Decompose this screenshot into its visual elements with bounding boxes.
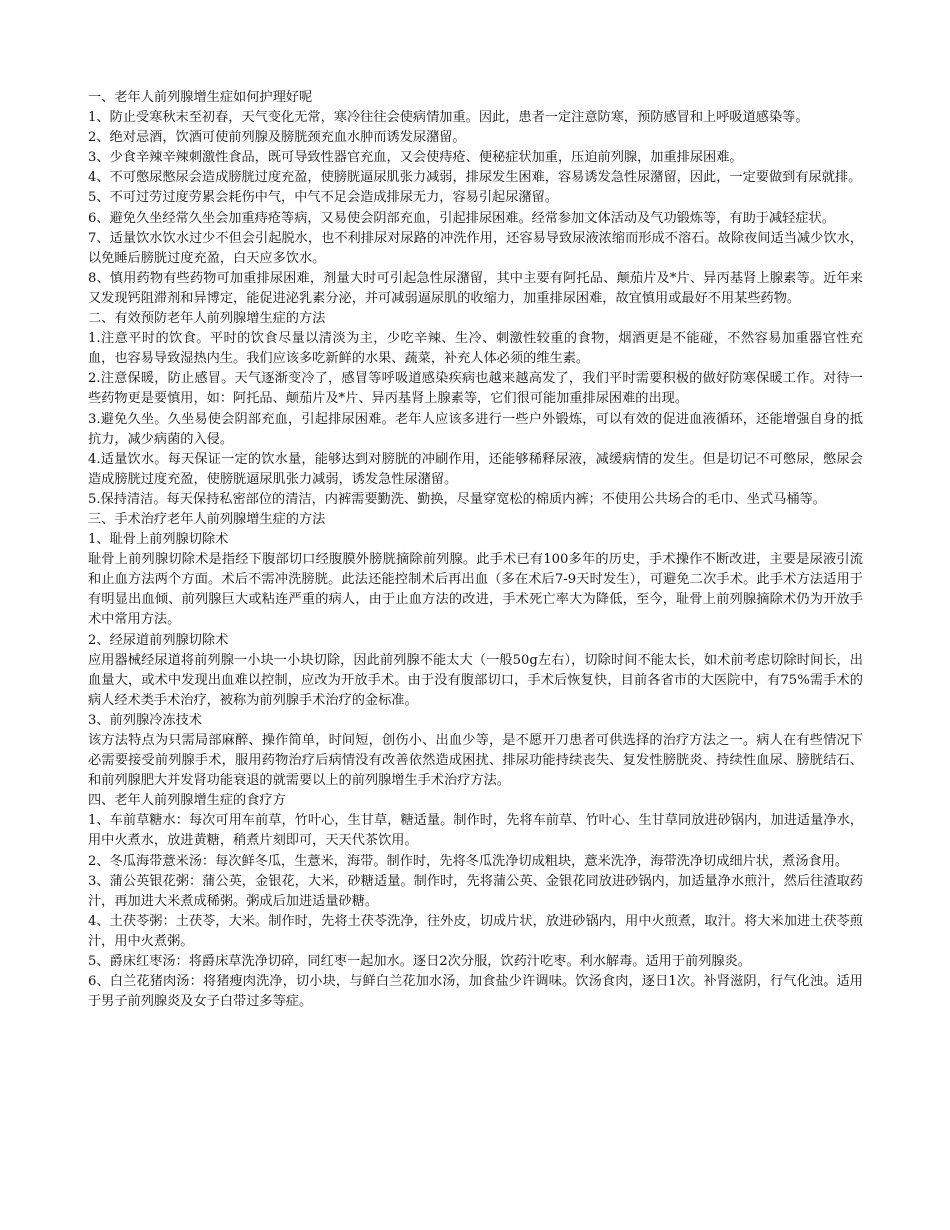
document-body bbox=[88, 88, 863, 1012]
surgery-subheading-3: 3、前列腺冷冻技术 bbox=[88, 712, 202, 728]
prevention-item-3: 3.避免久坐。久坐易使会阴部充血，引起排尿困难。老年人应该多进行一些户外锻炼，可以有效的促进血液循环，还能增强自身的抵抗力，减少病菌的入侵。 bbox=[88, 411, 863, 447]
surgery-paragraph-2: 应用器械经尿道将前列腺一小块一小块切除，因此前列腺不能太大（一般50g左右），切除时间不能太长，如术前考虑切除时间长，出血量大，或术中发现出血难以控制，应改为开放手术。由于没有腹部切口，手术后恢复快，目前各省市的大医院中，有75%需手术的病人经术类手术治疗，被称为前列腺手术治疗的金标准。 bbox=[88, 652, 863, 708]
diet-item-5: 5、爵床红枣汤：将爵床草洗净切碎，同红枣一起加水。逐日2次分服，饮药汁吃枣。利水解毒。适用于前列腺炎。 bbox=[88, 954, 751, 970]
surgery-paragraph-3: 该方法特点为只需局部麻醉、操作简单，时间短，创伤小、出血少等，是不愿开刀患者可供选择的治疗方法之一。病人在有些情况下必需要接受前列腺手术，服用药物治疗后病情没有改善依然造成困扰、排尿功能持续丧失、复发性膀胱炎、持续性血尿、膀胱结石、和前列腺肥大并发肾功能衰退的就需要以上的前列腺增生手术治疗方法。 bbox=[88, 733, 863, 789]
prevention-item-4: 4.适量饮水。每天保证一定的饮水量，能够达到对膀胱的冲刷作用，还能够稀释尿液，减缓病情的发生。但是切记不可憋尿，憋尿会造成膀胱过度充盈，使膀胱逼尿肌张力减弱，诱发急性尿潴留。 bbox=[88, 451, 863, 487]
care-item-2: 2、绝对忌酒，饮酒可使前列腺及膀胱颈充血水肿而诱发尿潴留。 bbox=[88, 130, 466, 146]
care-item-5: 5、不可过劳过度劳累会耗伤中气，中气不足会造成排尿无力，容易引起尿潴留。 bbox=[88, 190, 558, 206]
section-heading-prevention: 二、有效预防老年人前列腺增生症的方法 bbox=[88, 311, 326, 327]
care-item-1: 1、防止受寒秋末至初春，天气变化无常，寒冷往往会使病情加重。因此，患者一定注意防寒，预防感冒和上呼吸道感染等。 bbox=[88, 110, 809, 126]
care-item-3: 3、少食辛辣辛辣刺激性食品，既可导致性器官充血，又会使痔疮、便秘症状加重，压迫前列腺，加重排尿困难。 bbox=[88, 150, 743, 166]
diet-item-1: 1、车前草糖水：每次可用车前草，竹叶心，生甘草，糖适量。制作时，先将车前草、竹叶心、生甘草同放进砂锅内，加进适量净水，用中火煮水，放进黄糖，稍煮片刻即可，天天代茶饮用。 bbox=[88, 813, 863, 849]
surgery-subheading-1: 1、耻骨上前列腺切除术 bbox=[88, 532, 229, 548]
care-item-8: 8、慎用药物有些药物可加重排尿困难，剂量大时可引起急性尿潴留，其中主要有阿托品、颠茄片及*片、异丙基肾上腺素等。近年来又发现钙阻滞剂和异博定，能促进泌乳素分泌，并可减弱逼尿肌的收缩力，加重排尿困难，故宜慎用或最好不用某些药物。 bbox=[88, 270, 863, 306]
diet-item-3: 3、蒲公英银花粥：蒲公英，金银花，大米，砂糖适量。制作时，先将蒲公英、金银花同放进砂锅内，加适量净水煎汁，然后往渣取药汁，再加进大米煮成稀粥。粥成后加进适量砂糖。 bbox=[88, 873, 863, 909]
section-heading-diet: 四、老年人前列腺增生症的食疗方 bbox=[88, 793, 286, 809]
surgery-paragraph-1: 耻骨上前列腺切除术是指经下腹部切口经腹膜外膀胱摘除前列腺。此手术已有100多年的历史，手术操作不断改进，主要是尿液引流和止血方法两个方面。术后不需冲洗膀胱。此法还能控制术后再出血（多在术后7-9天时发生），可避免二次手术。此手术方法适用于有明显出血倾、前列腺巨大或粘连严重的病人，由于止血方法的改进，手术死亡率大为降低，至今，耻骨上前列腺摘除术仍为开放手术中常用方法。 bbox=[88, 552, 863, 628]
diet-item-2: 2、冬瓜海带薏米汤：每次鲜冬瓜，生薏米，海带。制作时，先将冬瓜洗净切成粗块，薏米洗净，海带洗净切成细片状，煮汤食用。 bbox=[88, 853, 849, 869]
diet-item-6: 6、白兰花猪肉汤：将猪瘦肉洗净，切小块，与鲜白兰花加水汤，加食盐少许调味。饮汤食肉，逐日1次。补肾滋阴，行气化浊。适用于男子前列腺炎及女子白带过多等症。 bbox=[88, 974, 863, 1010]
prevention-item-5: 5.保持清洁。每天保持私密部位的清洁，内裤需要勤洗、勤换，尽量穿宽松的棉质内裤；不使用公共场合的毛巾、坐式马桶等。 bbox=[88, 491, 826, 507]
care-item-7: 7、适量饮水饮水过少不但会引起脱水，也不利排尿对尿路的冲洗作用，还容易导致尿液浓缩而形成不溶石。故除夜间适当减少饮水，以免睡后膀胱过度充盈，白天应多饮水。 bbox=[88, 230, 863, 266]
surgery-subheading-2: 2、经尿道前列腺切除术 bbox=[88, 632, 229, 648]
section-heading-care: 一、老年人前列腺增生症如何护理好呢 bbox=[88, 90, 313, 105]
care-item-4: 4、不可憋尿憋尿会造成膀胱过度充盈，使膀胱逼尿肌张力减弱，排尿发生困难，容易诱发急性尿潴留，因此，一定要做到有尿就排。 bbox=[88, 170, 862, 186]
section-heading-surgery: 三、手术治疗老年人前列腺增生症的方法 bbox=[88, 511, 326, 527]
prevention-item-2: 2.注意保暖，防止感冒。天气逐渐变冷了，感冒等呼吸道感染疾病也越来越高发了，我们平时需要积极的做好防寒保暖工作。对待一些药物更是要慎用，如：阿托品、颠茄片及*片、异丙基肾上腺素等，它们很可能加重排尿困难的出现。 bbox=[88, 371, 863, 407]
diet-item-4: 4、土茯苓粥：土茯苓，大米。制作时，先将土茯苓洗净，往外皮，切成片状，放进砂锅内，用中火煎煮，取汁。将大米加进土茯苓煎汁，用中火煮粥。 bbox=[88, 913, 863, 949]
prevention-item-1: 1.注意平时的饮食。平时的饮食尽量以清淡为主，少吃辛辣、生冷、刺激性较重的食物，烟酒更是不能碰，不然容易加重器官性充血，也容易导致湿热内生。我们应该多吃新鲜的水果、蔬菜，补充人体必须的维生素。 bbox=[88, 331, 863, 367]
care-item-6: 6、避免久坐经常久坐会加重痔疮等病，又易使会阴部充血，引起排尿困难。经常参加文体活动及气功锻炼等，有助于减轻症状。 bbox=[88, 210, 835, 226]
